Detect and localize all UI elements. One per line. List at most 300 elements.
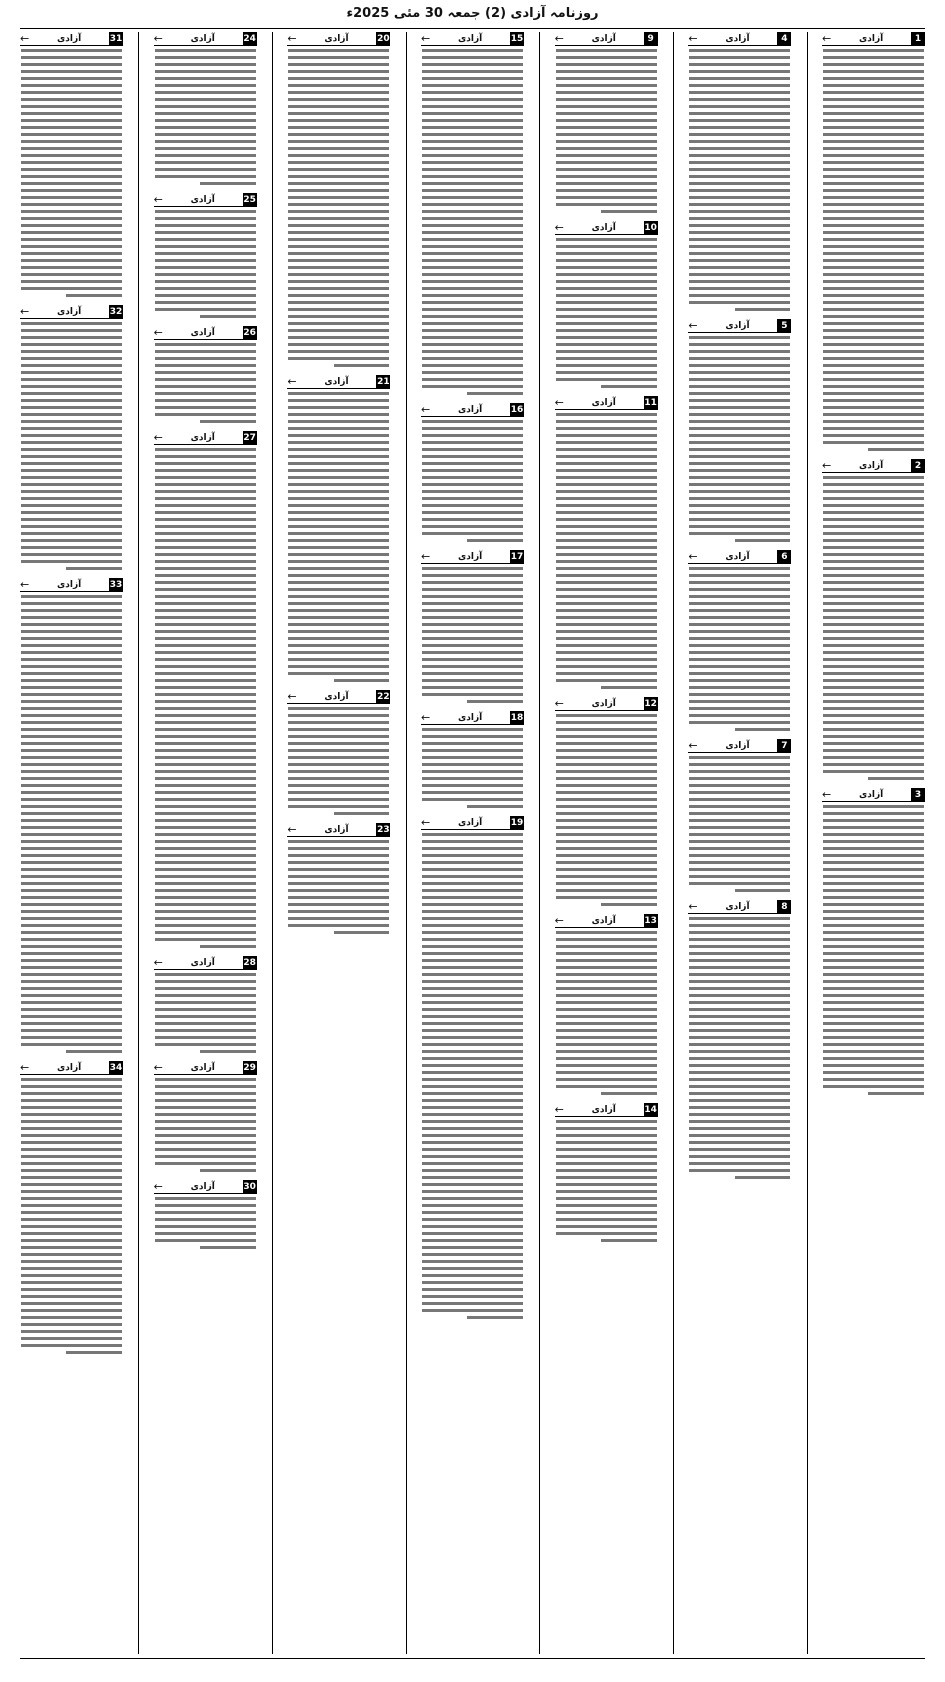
text-line [21, 623, 122, 626]
text-line [556, 1078, 657, 1081]
text-line [288, 483, 389, 486]
text-line [288, 168, 389, 171]
text-line [823, 441, 924, 444]
text-line [556, 483, 657, 486]
text-line [823, 938, 924, 941]
text-line [155, 882, 256, 885]
text-line [556, 952, 657, 955]
text-line [556, 1064, 657, 1067]
text-line [422, 168, 523, 171]
text-line [422, 1008, 523, 1011]
text-line [689, 1120, 790, 1123]
text-line [689, 1127, 790, 1130]
text-line [422, 252, 523, 255]
text-line [422, 1176, 523, 1179]
text-line [689, 455, 790, 458]
text-line [422, 889, 523, 892]
text-line [155, 574, 256, 577]
story-number-badge: 20 [377, 33, 390, 44]
text-line [556, 938, 657, 941]
text-line [556, 945, 657, 948]
text-line [689, 763, 790, 766]
text-line [21, 735, 122, 738]
text-line [689, 791, 790, 794]
text-line [422, 1169, 523, 1172]
text-line [422, 847, 523, 850]
story-body-text [421, 49, 524, 395]
text-line [689, 84, 790, 87]
text-line [155, 532, 256, 535]
text-line [155, 721, 256, 724]
text-line [155, 364, 256, 367]
text-line [689, 91, 790, 94]
text-line [155, 392, 256, 395]
news-story [555, 914, 658, 1095]
arrow-left-icon: ← [554, 220, 564, 234]
text-line [155, 147, 256, 150]
text-line [689, 273, 790, 276]
story-brand-label: آزادی [57, 1062, 82, 1073]
story-number-badge: 13 [644, 915, 657, 926]
text-line [155, 665, 256, 668]
text-line [689, 609, 790, 612]
text-line [21, 119, 122, 122]
text-line [288, 637, 389, 640]
story-header [20, 305, 123, 319]
text-line [155, 784, 256, 787]
text-line [735, 308, 791, 311]
story-brand-label: آزادی [725, 551, 750, 562]
arrow-left-icon: ← [153, 1179, 163, 1193]
text-line [556, 672, 657, 675]
text-line [155, 280, 256, 283]
text-line [288, 448, 389, 451]
text-line [689, 658, 790, 661]
text-line [823, 1064, 924, 1067]
text-line [422, 504, 523, 507]
text-line [21, 462, 122, 465]
text-line [21, 77, 122, 80]
text-line [689, 483, 790, 486]
text-line [21, 1162, 122, 1165]
text-line [155, 693, 256, 696]
text-line [21, 966, 122, 969]
text-line [288, 805, 389, 808]
text-line [422, 910, 523, 913]
story-body-text [20, 1078, 123, 1354]
text-line [823, 637, 924, 640]
text-line [422, 371, 523, 374]
text-line [21, 112, 122, 115]
text-line [21, 924, 122, 927]
text-line [21, 98, 122, 101]
story-brand-label: آزادی [859, 33, 884, 44]
text-line [422, 525, 523, 528]
story-header [287, 375, 390, 389]
arrow-left-icon: ← [287, 32, 297, 45]
story-header [20, 578, 123, 592]
story-brand-label: آزادی [591, 1104, 616, 1115]
story-body-text [688, 567, 791, 731]
text-line [21, 1078, 122, 1081]
text-line [689, 203, 790, 206]
text-line [556, 266, 657, 269]
text-line [823, 1036, 924, 1039]
text-line [66, 1351, 122, 1354]
story-header [688, 900, 791, 914]
text-line [21, 903, 122, 906]
text-line [422, 70, 523, 73]
text-line [556, 322, 657, 325]
text-line [288, 329, 389, 332]
text-line [823, 532, 924, 535]
news-story [555, 1103, 658, 1242]
text-line [689, 1015, 790, 1018]
text-line [556, 1050, 657, 1053]
text-line [689, 1029, 790, 1032]
text-line [556, 658, 657, 661]
text-line [288, 567, 389, 570]
text-line [288, 574, 389, 577]
text-line [21, 1190, 122, 1193]
text-line [21, 546, 122, 549]
text-line [823, 336, 924, 339]
text-line [556, 1218, 657, 1221]
text-line [556, 91, 657, 94]
text-line [556, 770, 657, 773]
text-line [689, 357, 790, 360]
text-line [422, 574, 523, 577]
story-body-text [154, 1197, 257, 1249]
text-line [689, 665, 790, 668]
text-line [689, 1085, 790, 1088]
text-line [422, 112, 523, 115]
text-line [21, 1316, 122, 1319]
text-line [288, 203, 389, 206]
text-line [288, 735, 389, 738]
text-line [556, 301, 657, 304]
text-line [155, 1113, 256, 1116]
text-line [21, 784, 122, 787]
text-line [556, 1155, 657, 1158]
text-line [823, 56, 924, 59]
text-line [155, 399, 256, 402]
news-column [287, 32, 390, 1654]
text-line [155, 413, 256, 416]
text-line [823, 882, 924, 885]
news-story [822, 459, 925, 780]
text-line [556, 735, 657, 738]
story-number-badge: 17 [510, 551, 524, 562]
text-line [21, 679, 122, 682]
text-line [823, 133, 924, 136]
text-line [422, 1043, 523, 1046]
text-line [422, 686, 523, 689]
story-brand-label: آزادی [190, 194, 215, 205]
text-line [556, 1008, 657, 1011]
text-line [155, 861, 256, 864]
text-line [689, 623, 790, 626]
text-line [288, 119, 389, 122]
text-line [21, 70, 122, 73]
text-line [422, 1141, 523, 1144]
text-line [21, 1141, 122, 1144]
text-line [422, 756, 523, 759]
text-line [601, 1092, 657, 1095]
text-line [556, 518, 657, 521]
text-line [689, 805, 790, 808]
text-line [689, 280, 790, 283]
text-line [21, 1092, 122, 1095]
text-line [422, 602, 523, 605]
text-line [288, 70, 389, 73]
story-number-badge: 19 [510, 817, 524, 828]
text-line [21, 1036, 122, 1039]
text-line [422, 833, 523, 836]
story-body-text [287, 392, 390, 682]
arrow-left-icon: ← [153, 192, 163, 206]
text-line [689, 595, 790, 598]
story-header [822, 788, 925, 802]
text-line [21, 476, 122, 479]
text-line [21, 1106, 122, 1109]
story-number-badge: 4 [777, 32, 791, 46]
text-line [21, 861, 122, 864]
text-line [288, 154, 389, 157]
text-line [556, 553, 657, 556]
text-line [556, 560, 657, 563]
story-number-badge: 16 [510, 404, 524, 415]
arrow-left-icon: ← [20, 577, 30, 591]
text-line [556, 196, 657, 199]
text-line [823, 602, 924, 605]
news-story [154, 32, 257, 185]
text-line [21, 343, 122, 346]
text-line [422, 161, 523, 164]
text-line [200, 945, 256, 948]
text-line [689, 588, 790, 591]
text-line [21, 1239, 122, 1242]
text-line [556, 742, 657, 745]
text-line [823, 350, 924, 353]
text-line [689, 756, 790, 759]
news-story [688, 739, 791, 892]
text-line [689, 448, 790, 451]
text-line [21, 875, 122, 878]
text-line [868, 448, 924, 451]
text-line [422, 1036, 523, 1039]
text-line [823, 567, 924, 570]
text-line [422, 462, 523, 465]
story-number-badge: 12 [644, 698, 657, 709]
text-line [556, 630, 657, 633]
text-line [689, 672, 790, 675]
text-line [556, 511, 657, 514]
text-line [823, 1029, 924, 1032]
text-line [422, 1015, 523, 1018]
text-line [556, 679, 657, 682]
text-line [556, 861, 657, 864]
text-line [422, 343, 523, 346]
text-line [21, 49, 122, 52]
text-line [689, 1155, 790, 1158]
story-body-text [287, 840, 390, 934]
text-line [422, 49, 523, 52]
text-line [422, 1071, 523, 1074]
arrow-left-icon: ← [20, 32, 30, 45]
text-line [21, 721, 122, 724]
text-line [823, 1085, 924, 1088]
text-line [21, 448, 122, 451]
text-line [823, 868, 924, 871]
text-line [422, 1085, 523, 1088]
column-rule [807, 32, 808, 1654]
text-line [556, 532, 657, 535]
text-line [288, 882, 389, 885]
story-number-badge: 25 [243, 194, 256, 205]
text-line [155, 602, 256, 605]
news-story [688, 550, 791, 731]
text-line [689, 147, 790, 150]
text-line [689, 196, 790, 199]
text-line [155, 1134, 256, 1137]
text-line [556, 175, 657, 178]
text-line [823, 651, 924, 654]
story-body-text [154, 973, 257, 1053]
text-line [422, 791, 523, 794]
text-line [155, 448, 256, 451]
text-line [21, 175, 122, 178]
text-line [689, 343, 790, 346]
text-line [155, 238, 256, 241]
text-line [422, 672, 523, 675]
story-body-text [555, 238, 658, 388]
text-line [556, 665, 657, 668]
text-line [823, 679, 924, 682]
text-line [823, 735, 924, 738]
text-line [556, 616, 657, 619]
text-line [689, 1092, 790, 1095]
text-line [556, 112, 657, 115]
text-line [288, 791, 389, 794]
text-line [556, 1176, 657, 1179]
text-line [334, 364, 390, 367]
text-line [21, 791, 122, 794]
text-line [556, 343, 657, 346]
text-line [422, 1050, 523, 1053]
text-line [689, 385, 790, 388]
text-line [689, 581, 790, 584]
text-line [155, 728, 256, 731]
story-number-badge: 29 [243, 1062, 256, 1073]
text-line [21, 777, 122, 780]
text-line [21, 1008, 122, 1011]
text-line [823, 511, 924, 514]
text-line [556, 791, 657, 794]
text-line [422, 1225, 523, 1228]
text-line [21, 350, 122, 353]
text-line [689, 945, 790, 948]
news-story [154, 431, 257, 948]
text-line [155, 994, 256, 997]
text-line [823, 406, 924, 409]
text-line [422, 931, 523, 934]
text-line [288, 140, 389, 143]
news-column [421, 32, 524, 1654]
text-line [823, 630, 924, 633]
story-brand-label: آزادی [859, 789, 884, 800]
text-line [422, 98, 523, 101]
text-line [689, 427, 790, 430]
text-line [823, 105, 924, 108]
text-line [288, 672, 389, 675]
text-line [556, 728, 657, 731]
text-line [823, 945, 924, 948]
story-header [688, 739, 791, 753]
text-line [155, 1141, 256, 1144]
text-line [422, 1148, 523, 1151]
text-line [689, 1008, 790, 1011]
text-line [155, 1211, 256, 1214]
text-line [422, 329, 523, 332]
text-line [689, 70, 790, 73]
text-line [689, 777, 790, 780]
text-line [422, 1078, 523, 1081]
text-line [556, 581, 657, 584]
text-line [422, 308, 523, 311]
text-line [288, 434, 389, 437]
text-line [689, 378, 790, 381]
text-line [288, 273, 389, 276]
text-line [689, 854, 790, 857]
text-line [155, 161, 256, 164]
text-line [689, 266, 790, 269]
text-line [422, 1120, 523, 1123]
text-line [422, 287, 523, 290]
text-line [823, 91, 924, 94]
text-line [823, 756, 924, 759]
text-line [155, 350, 256, 353]
text-line [422, 1001, 523, 1004]
text-line [21, 196, 122, 199]
story-header [555, 396, 658, 410]
text-line [422, 868, 523, 871]
text-line [155, 119, 256, 122]
text-line [155, 462, 256, 465]
text-line [21, 805, 122, 808]
text-line [422, 658, 523, 661]
text-line [823, 126, 924, 129]
arrow-left-icon: ← [688, 32, 698, 45]
text-line [556, 1057, 657, 1060]
text-line [21, 105, 122, 108]
story-number-badge: 9 [644, 32, 658, 46]
text-line [689, 966, 790, 969]
text-line [21, 714, 122, 717]
text-line [155, 840, 256, 843]
text-line [823, 168, 924, 171]
text-line [556, 966, 657, 969]
text-line [288, 77, 389, 80]
text-line [823, 231, 924, 234]
text-line [155, 560, 256, 563]
text-line [155, 1085, 256, 1088]
text-line [689, 994, 790, 997]
story-header [154, 431, 257, 445]
text-line [422, 854, 523, 857]
story-body-text [822, 805, 925, 1095]
text-line [689, 399, 790, 402]
